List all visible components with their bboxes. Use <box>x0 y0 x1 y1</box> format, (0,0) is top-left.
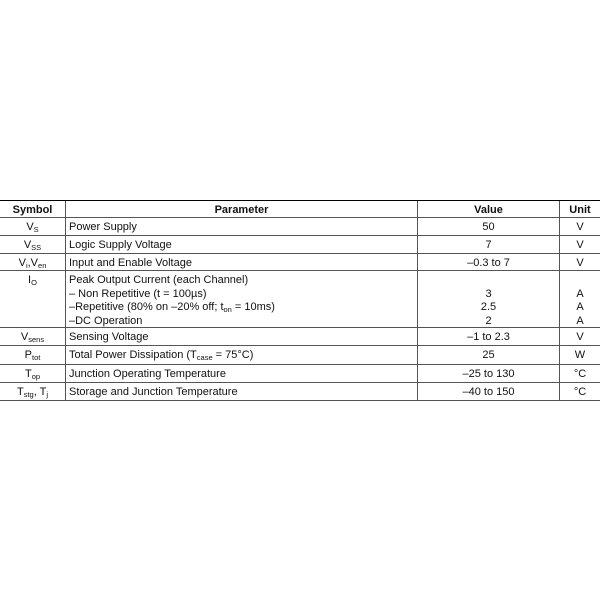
value-cell: 3 2.5 2 <box>418 271 560 327</box>
header-value: Value <box>418 201 560 217</box>
unit-cell: V <box>576 257 584 269</box>
unit-cell: °C <box>573 368 587 380</box>
table-row <box>0 365 600 383</box>
header-row <box>0 201 600 218</box>
parameter-cell: Input and Enable Voltage <box>66 254 418 270</box>
value-cell: 7 <box>418 236 560 253</box>
symbol-cell: $P_{tot}$ <box>0 346 66 364</box>
unit-cell: °C <box>573 386 587 398</box>
table-row <box>0 236 600 254</box>
unit-cell: V <box>576 221 584 233</box>
table-row <box>0 328 600 346</box>
table-row <box>0 271 600 328</box>
symbol-cell: $V_S$ <box>0 218 66 235</box>
value-cell: –40 to 150 <box>418 383 560 400</box>
value-cell: 25 <box>418 346 560 364</box>
parameter-cell: Peak Output Current (each Channel) – Non Repetitive (t = 100µs) –Repetitive (80% on –20% off; $t_{on} = 10ms$) –DC Operation <box>66 271 418 327</box>
header-parameter: Parameter <box>66 201 418 217</box>
value-cell: –25 to 130 <box>418 365 560 382</box>
value-cell: –1 to 2.3 <box>418 328 560 345</box>
table-row <box>0 254 600 271</box>
symbol-cell: $V_{sens}$ <box>0 328 66 345</box>
parameter-cell: Total Power Dissipation $(T_{case} = 75^\circ C)$ <box>66 346 418 364</box>
symbol-cell: $T_{op}$ <box>0 365 66 382</box>
parameter-cell: Power Supply <box>66 218 418 235</box>
value-cell: 50 <box>418 218 560 235</box>
unit-cell: V <box>576 331 584 343</box>
value-cell: –0.3 to 7 <box>418 254 560 270</box>
parameter-cell: Junction Operating Temperature <box>66 365 418 382</box>
header-unit: Unit <box>569 204 591 216</box>
symbol-cell: $T_{stg}$, $T_j$ <box>0 383 66 400</box>
symbol-cell: $V_{SS}$ <box>0 236 66 253</box>
unit-cell: A A A <box>576 287 584 327</box>
symbol-cell: $I_O$ <box>0 271 66 327</box>
table-row <box>0 218 600 236</box>
parameter-cell: Logic Supply Voltage <box>66 236 418 253</box>
table-row <box>0 383 600 401</box>
unit-cell: W <box>574 349 586 361</box>
header-symbol: Symbol <box>0 201 66 217</box>
parameter-cell: Sensing Voltage <box>66 328 418 345</box>
unit-cell: V <box>576 239 584 251</box>
symbol-cell: $V_i,V_{en}$ <box>0 254 66 270</box>
parameter-cell: Storage and Junction Temperature <box>66 383 418 400</box>
table-row <box>0 346 600 365</box>
